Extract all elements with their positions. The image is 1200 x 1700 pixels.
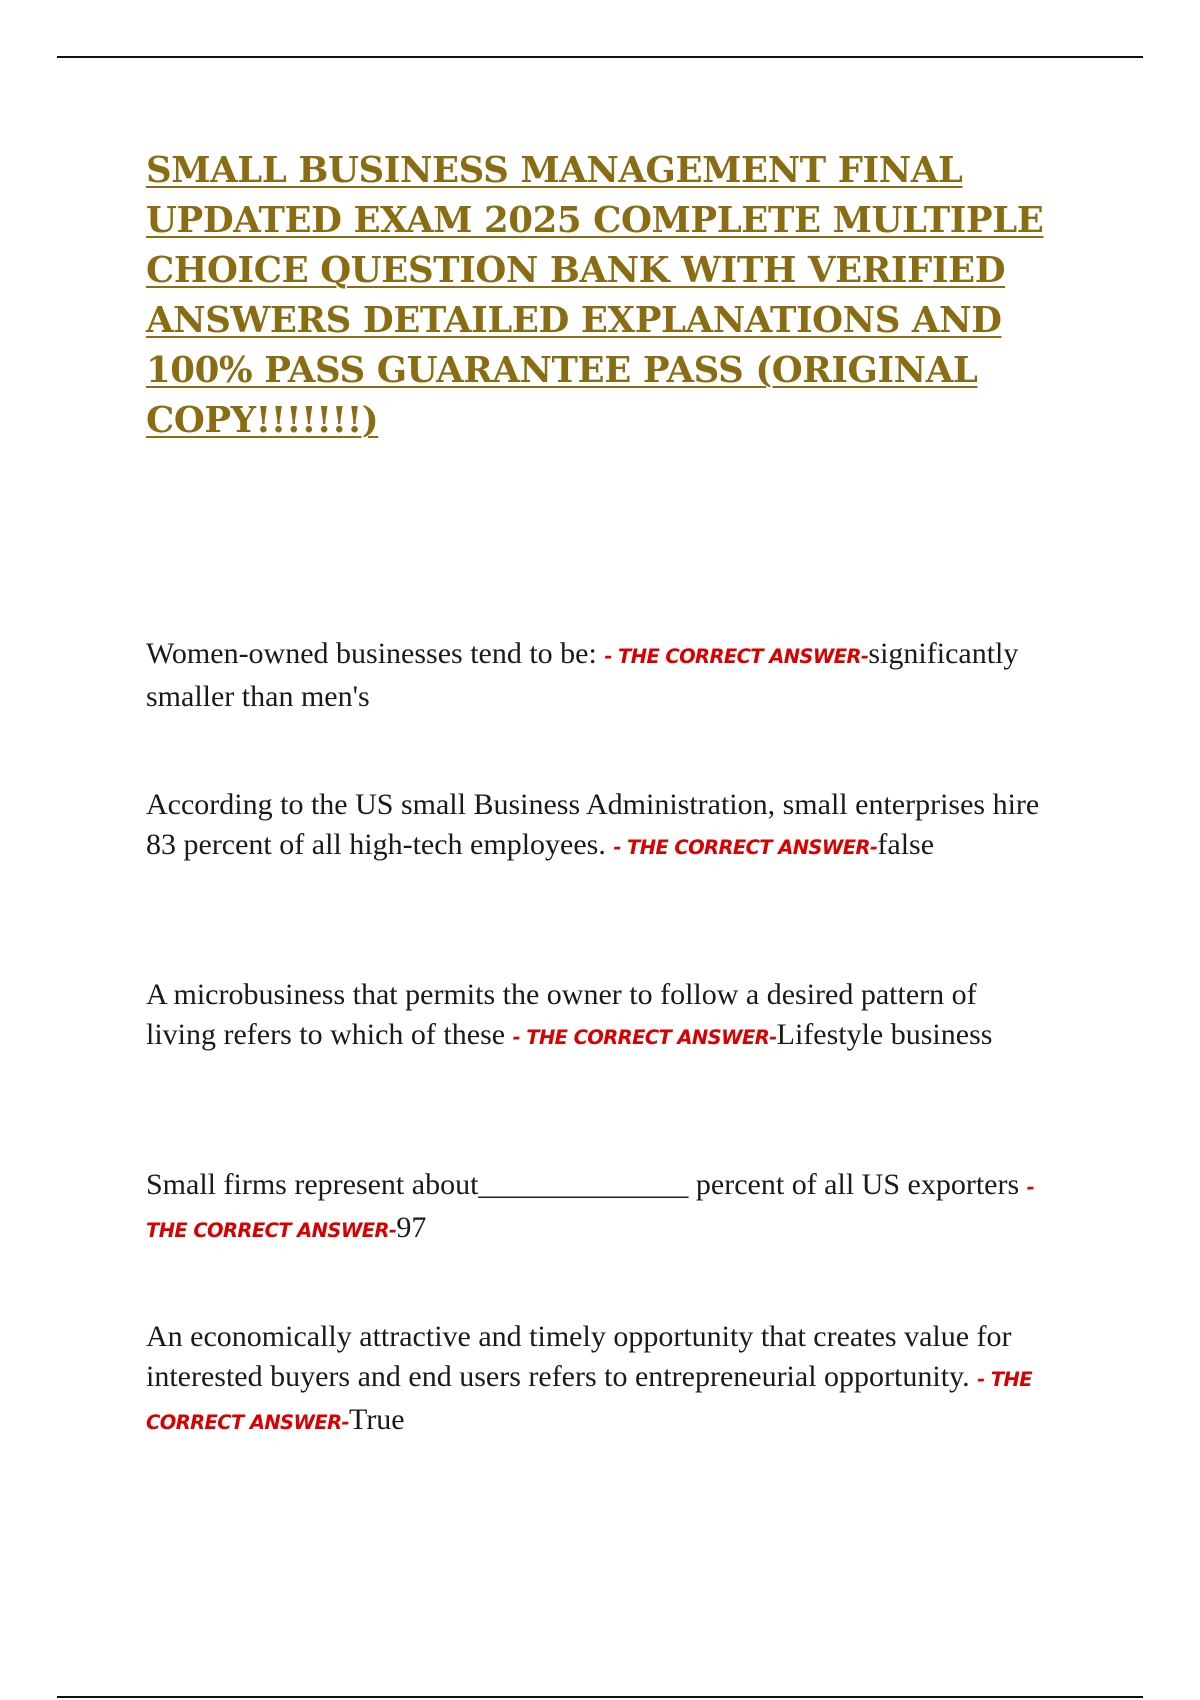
question-text: According to the US small Business Administration, small enterprises hire 83 percent of all high-tech employees. bbox=[146, 788, 1040, 861]
correct-answer-label: - THE CORRECT ANSWER- bbox=[604, 645, 869, 668]
document-title: SMALL BUSINESS MANAGEMENT FINAL UPDATED EXAM 2025 COMPLETE MULTIPLE CHOICE QUESTION BANK WITH VERIFIED ANSWERS DETAILED EXPLANATIONS AND 100% PASS GUARANTEE PASS (ORIGINAL COPY!!!!!!!) bbox=[146, 150, 1044, 441]
answer-text: 97 bbox=[396, 1211, 427, 1244]
question-text: Women-owned businesses tend to be: bbox=[146, 637, 605, 670]
answer-text: Lifestyle business bbox=[776, 1018, 993, 1051]
bottom-rule bbox=[57, 1696, 1143, 1698]
correct-answer-label: - THE CORRECT ANSWER- bbox=[512, 1026, 777, 1049]
correct-answer-label: - THE CORRECT ANSWER- bbox=[146, 1176, 1035, 1242]
question-text: An economically attractive and timely opportunity that creates value for interested buyers and end users refers to entrepreneurial opportunity. bbox=[146, 1320, 1012, 1393]
top-rule bbox=[57, 56, 1143, 58]
question-item bbox=[146, 1165, 1046, 1251]
answer-text: false bbox=[877, 828, 935, 861]
question-item bbox=[146, 634, 1046, 717]
question-item bbox=[146, 785, 1046, 868]
answer-text: significantly smaller than men's bbox=[146, 637, 1019, 713]
answer-text: True bbox=[349, 1403, 405, 1436]
question-item bbox=[146, 1317, 1046, 1443]
question-item bbox=[146, 975, 1046, 1058]
question-text: A microbusiness that permits the owner to follow a desired pattern of living refers to which of these bbox=[146, 978, 977, 1051]
question-text: Small firms represent about______________ percent of all US exporters bbox=[146, 1168, 1027, 1201]
correct-answer-label: - THE CORRECT ANSWER- bbox=[146, 1368, 1032, 1434]
correct-answer-label: - THE CORRECT ANSWER- bbox=[613, 836, 878, 859]
